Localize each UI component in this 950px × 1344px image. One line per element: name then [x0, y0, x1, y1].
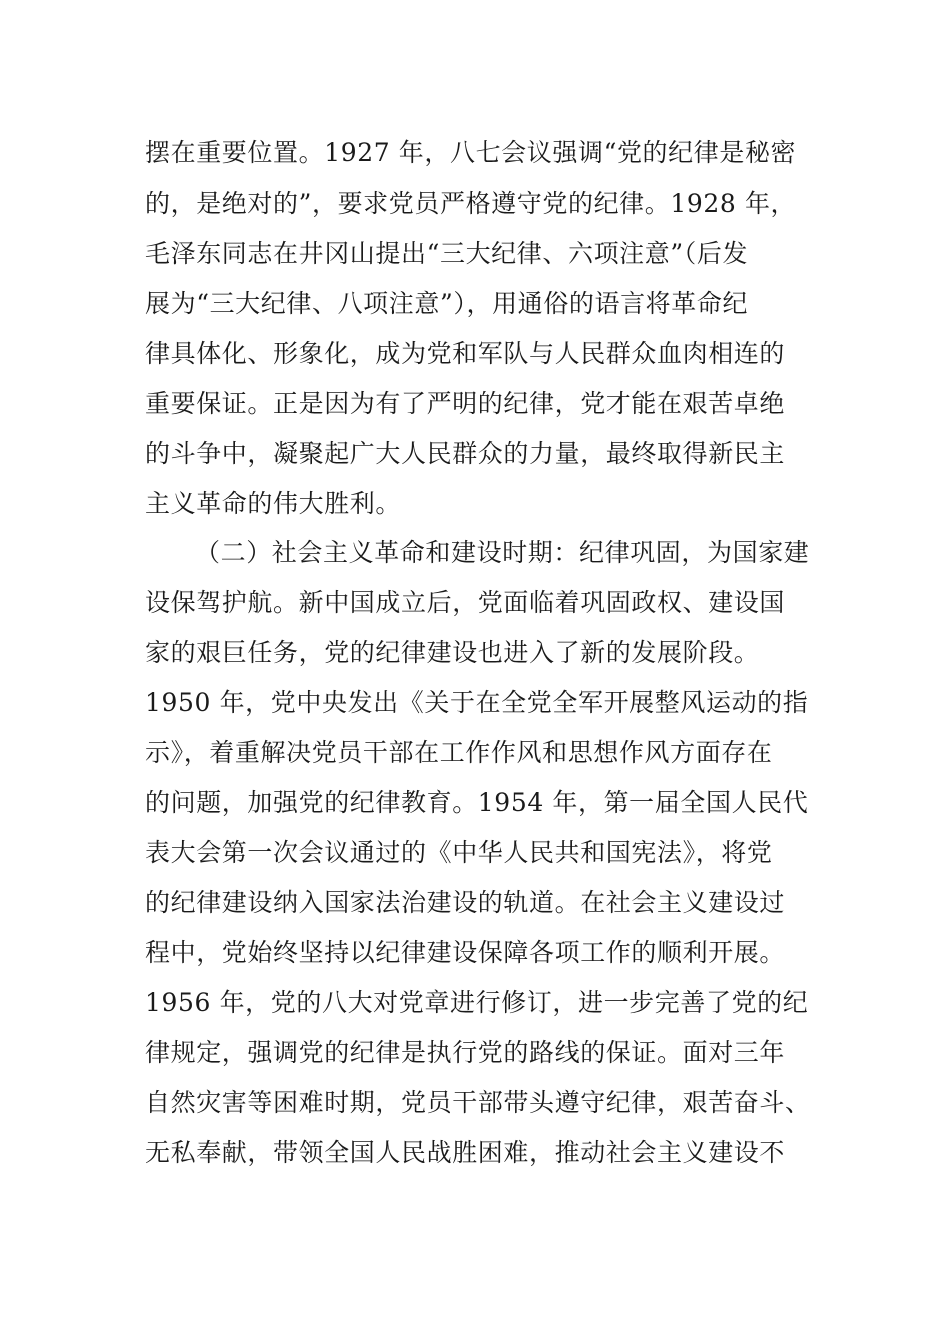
text-line: 自然灾害等困难时期，党员干部带头遵守纪律，艰苦奋斗、: [145, 1088, 811, 1117]
section-heading-line: （二）社会主义革命和建设时期：纪律巩固，为国家建: [195, 538, 810, 567]
text-line: 设保驾护航。新中国成立后，党面临着巩固政权、建设国: [145, 588, 786, 617]
text-line: 的问题，加强党的纪律教育。1954 年，第一届全国人民代: [145, 788, 809, 817]
text-line: 程中，党始终坚持以纪律建设保障各项工作的顺利开展。: [145, 938, 786, 967]
text-line: 示》，着重解决党员干部在工作作风和思想作风方面存在: [145, 738, 773, 767]
text-line: 展为“三大纪律、八项注意”），用通俗的语言将革命纪: [145, 289, 749, 318]
text-line: 主义革命的伟大胜利。: [145, 489, 402, 518]
text-line: 1956 年，党的八大对党章进行修订，进一步完善了党的纪: [145, 988, 809, 1017]
text-line: 家的艰巨任务，党的纪律建设也进入了新的发展阶段。: [145, 638, 760, 667]
text-line: 的斗争中，凝聚起广大人民群众的力量，最终取得新民主: [145, 439, 786, 468]
text-line: 表大会第一次会议通过的《中华人民共和国宪法》，将党: [145, 838, 773, 867]
text-line: 的，是绝对的”，要求党员严格遵守党的纪律。1928 年，: [145, 189, 797, 218]
text-line: 重要保证。正是因为有了严明的纪律，党才能在艰苦卓绝: [145, 389, 786, 418]
text-line: 摆在重要位置。1927 年，八七会议强调“党的纪律是秘密: [145, 138, 797, 167]
text-line: 毛泽东同志在井冈山提出“三大纪律、六项注意”（后发: [145, 239, 749, 268]
text-line: 1950 年，党中央发出《关于在全党全军开展整风运动的指: [145, 688, 809, 717]
text-line: 律具体化、形象化，成为党和军队与人民群众血肉相连的: [145, 339, 786, 368]
text-line: 无私奉献，带领全国人民战胜困难，推动社会主义建设不: [145, 1138, 786, 1167]
text-line: 的纪律建设纳入国家法治建设的轨道。在社会主义建设过: [145, 888, 786, 917]
text-line: 律规定，强调党的纪律是执行党的路线的保证。面对三年: [145, 1038, 786, 1067]
